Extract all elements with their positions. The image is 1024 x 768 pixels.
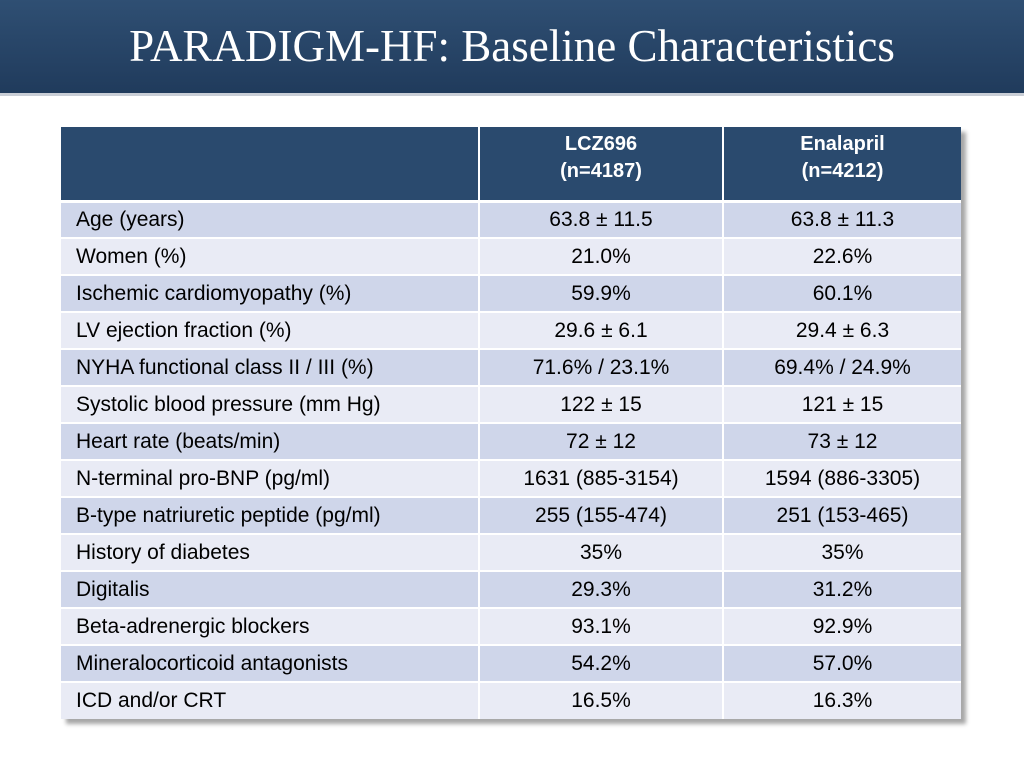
header-cell-enalapril	[723, 127, 961, 201]
lcz696-value-cell: 122 ± 15	[479, 386, 723, 423]
lcz696-value-cell: 29.6 ± 6.1	[479, 312, 723, 349]
enalapril-value-cell: 92.9%	[723, 608, 961, 645]
enalapril-value-cell: 69.4% / 24.9%	[723, 349, 961, 386]
title-bar	[0, 0, 1024, 96]
row-label-cell: NYHA functional class II / III (%)	[61, 349, 479, 386]
enalapril-value-cell: 60.1%	[723, 275, 961, 312]
table-row	[61, 275, 961, 312]
baseline-table-container	[61, 127, 961, 719]
row-label-cell: Systolic blood pressure (mm Hg)	[61, 386, 479, 423]
row-label-cell: N-terminal pro-BNP (pg/ml)	[61, 460, 479, 497]
row-label-cell: Ischemic cardiomyopathy (%)	[61, 275, 479, 312]
lcz696-value-cell: 54.2%	[479, 645, 723, 682]
header-cell-characteristic	[61, 127, 479, 201]
lcz696-value-cell: 255 (155-474)	[479, 497, 723, 534]
enalapril-value-cell: 73 ± 12	[723, 423, 961, 460]
enalapril-value-cell: 31.2%	[723, 571, 961, 608]
enalapril-value-cell: 1594 (886-3305)	[723, 460, 961, 497]
table-row	[61, 201, 961, 238]
enalapril-value-cell: 16.3%	[723, 682, 961, 719]
row-label-cell: Mineralocorticoid antagonists	[61, 645, 479, 682]
header-enalapril-count: (n=4212)	[801, 160, 884, 182]
enalapril-value-cell: 35%	[723, 534, 961, 571]
enalapril-value-cell: 251 (153-465)	[723, 497, 961, 534]
table-body	[61, 201, 961, 719]
enalapril-value-cell: 63.8 ± 11.3	[723, 201, 961, 238]
table-row	[61, 497, 961, 534]
table-row	[61, 423, 961, 460]
lcz696-value-cell: 16.5%	[479, 682, 723, 719]
row-label-cell: ICD and/or CRT	[61, 682, 479, 719]
row-label-cell: History of diabetes	[61, 534, 479, 571]
table-row	[61, 645, 961, 682]
lcz696-value-cell: 1631 (885-3154)	[479, 460, 723, 497]
slide-title: PARADIGM-HF: Baseline Characteristics	[129, 21, 895, 71]
header-lcz696-name: LCZ696	[564, 133, 638, 155]
baseline-characteristics-table	[61, 127, 961, 719]
table-row	[61, 571, 961, 608]
row-label-cell: B-type natriuretic peptide (pg/ml)	[61, 497, 479, 534]
lcz696-value-cell: 21.0%	[479, 238, 723, 275]
table-row	[61, 386, 961, 423]
lcz696-value-cell: 71.6% / 23.1%	[479, 349, 723, 386]
enalapril-value-cell: 121 ± 15	[723, 386, 961, 423]
row-label-cell: Digitalis	[61, 571, 479, 608]
row-label-cell: Age (years)	[61, 201, 479, 238]
header-enalapril-name: Enalapril	[800, 133, 885, 155]
table-row	[61, 238, 961, 275]
table-row	[61, 608, 961, 645]
table-row	[61, 349, 961, 386]
row-label-cell: LV ejection fraction (%)	[61, 312, 479, 349]
table-row	[61, 682, 961, 719]
lcz696-value-cell: 29.3%	[479, 571, 723, 608]
lcz696-value-cell: 93.1%	[479, 608, 723, 645]
table-row	[61, 460, 961, 497]
table-header-row	[61, 127, 961, 201]
lcz696-value-cell: 72 ± 12	[479, 423, 723, 460]
row-label-cell: Beta-adrenergic blockers	[61, 608, 479, 645]
enalapril-value-cell: 57.0%	[723, 645, 961, 682]
table-row	[61, 534, 961, 571]
lcz696-value-cell: 59.9%	[479, 275, 723, 312]
header-lcz696-count: (n=4187)	[560, 160, 642, 182]
enalapril-value-cell: 29.4 ± 6.3	[723, 312, 961, 349]
lcz696-value-cell: 63.8 ± 11.5	[479, 201, 723, 238]
header-cell-lcz696	[479, 127, 723, 201]
enalapril-value-cell: 22.6%	[723, 238, 961, 275]
lcz696-value-cell: 35%	[479, 534, 723, 571]
row-label-cell: Heart rate (beats/min)	[61, 423, 479, 460]
table-row	[61, 312, 961, 349]
row-label-cell: Women (%)	[61, 238, 479, 275]
